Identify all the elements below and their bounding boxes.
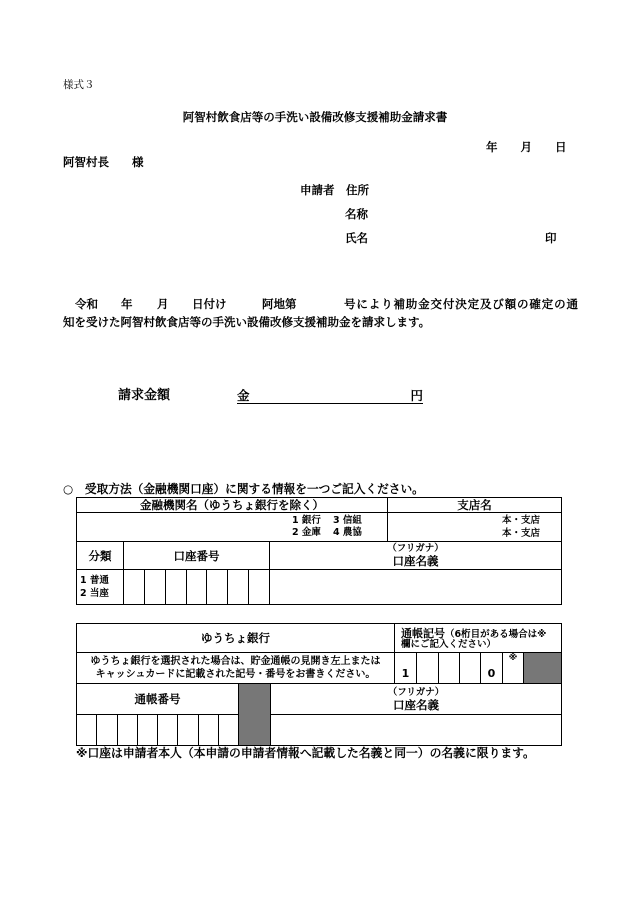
passbook-number-digit-box[interactable] <box>198 714 219 746</box>
receipt-instruction: ○ 受取方法（金融機関口座）に関する情報を一つご記入ください。 <box>63 482 424 496</box>
institution-type-option: 4 農協 <box>333 527 362 538</box>
account-type-option: 2 当座 <box>80 588 109 599</box>
passbook-number-digit-box[interactable] <box>177 714 199 746</box>
passbook-symbol-digit-box[interactable] <box>459 652 481 684</box>
account-number-label: 口座番号 <box>173 548 220 563</box>
yucho-bank-header <box>76 623 395 653</box>
yucho-instruction-line: キャッシュカードに記載された記号・番号をお書きください。 <box>95 669 376 680</box>
passbook-number-digit-box[interactable] <box>137 714 158 746</box>
passbook-symbol-digit-box[interactable] <box>394 652 417 684</box>
passbook-number-label: 通帳番号 <box>134 692 181 706</box>
passbook-symbol-digit-box[interactable] <box>438 652 460 684</box>
month-label: 月 <box>157 297 169 311</box>
institution-type-option: 3 信組 <box>333 515 362 526</box>
account-footnote: ※口座は申請者本人（本申請の申請者情報へ記載した名義と同一）の名義に限ります。 <box>76 746 535 760</box>
account-holder-header-cell <box>269 541 562 570</box>
furigana-label: （フリガナ） <box>387 543 444 554</box>
passbook-symbol-label: 通帳記号 <box>401 627 445 640</box>
passbook-number-digit-box[interactable] <box>76 714 97 746</box>
institution-name-header <box>76 497 388 513</box>
sixth-digit-mark: ※ <box>508 653 518 663</box>
amount-prefix: 金 <box>237 388 250 403</box>
branch-type-cell[interactable] <box>387 512 562 542</box>
date-line: 年 月 日 <box>486 140 567 154</box>
yucho-account-holder-header <box>270 683 562 715</box>
institution-type-option: 2 金庫 <box>292 527 321 538</box>
amount-field[interactable] <box>237 389 423 404</box>
passbook-symbol-last-digit: 0 <box>487 667 496 680</box>
institution-type-cell[interactable] <box>76 512 388 542</box>
branch-name-header-label: 支店名 <box>457 498 492 512</box>
addressee: 阿智村長 様 <box>63 155 144 169</box>
account-category-cell[interactable] <box>76 569 124 605</box>
passbook-symbol-note: （6桁目がある場合は※ <box>445 629 547 640</box>
account-type-option: 1 普通 <box>80 575 109 586</box>
year-label: 年 <box>121 297 133 311</box>
account-holder-field[interactable] <box>269 569 562 605</box>
account-number-digit-box[interactable] <box>144 569 166 605</box>
branch-type-option: 本・支店 <box>501 528 540 539</box>
passbook-symbol-header <box>394 623 562 653</box>
branch-name-header <box>387 497 562 513</box>
amount-label: 請求金額 <box>118 388 171 403</box>
account-number-digit-box[interactable] <box>227 569 249 605</box>
yucho-bank-label: ゆうちょ銀行 <box>201 631 270 645</box>
furigana-label: （フリガナ） <box>387 686 445 698</box>
account-category-header <box>76 541 124 570</box>
request-line1-text: 号により補助金交付決定及び額の確定の通 <box>344 297 578 311</box>
passbook-number-digit-box[interactable] <box>117 714 138 746</box>
applicant-address-label: 申請者 住所 <box>300 183 369 197</box>
sixth-digit-box[interactable] <box>502 652 524 684</box>
seal-mark: 印 <box>545 231 557 245</box>
shaded-cell <box>238 683 271 746</box>
branch-type-option: 本・支店 <box>501 515 540 526</box>
notice-number-prefix: 阿地第 <box>262 297 297 311</box>
passbook-number-digit-box[interactable] <box>157 714 178 746</box>
institution-name-header-label: 金融機関名（ゆうちょ銀行を除く） <box>140 498 324 512</box>
day-label: 日付け <box>192 297 227 311</box>
account-holder-label: 口座名義 <box>393 697 439 712</box>
yucho-account-holder-field[interactable] <box>270 714 562 746</box>
yucho-instruction-cell <box>76 652 395 684</box>
passbook-symbol-first-digit: 1 <box>401 667 410 680</box>
institution-type-option: 1 銀行 <box>292 515 321 526</box>
passbook-number-header <box>76 683 239 715</box>
passbook-number-digit-box[interactable] <box>96 714 118 746</box>
account-category-label: 分類 <box>88 548 112 563</box>
form-title: 阿智村飲食店等の手洗い設備改修支援補助金請求書 <box>182 110 448 124</box>
yucho-instruction-line: ゆうちょ銀行を選択された場合は、貯金通帳の見開き左上または <box>90 656 381 667</box>
passbook-symbol-digit-box[interactable] <box>416 652 439 684</box>
passbook-number-digit-box[interactable] <box>218 714 239 746</box>
account-number-digit-box[interactable] <box>186 569 207 605</box>
shaded-cell <box>523 652 562 684</box>
request-line2-text: 知を受けた阿智村飲食店等の手洗い設備改修支援補助金を請求します。 <box>63 315 431 329</box>
account-number-digit-box[interactable] <box>123 569 145 605</box>
account-number-digit-box[interactable] <box>206 569 228 605</box>
amount-suffix: 円 <box>410 388 423 403</box>
passbook-symbol-note-cont: 欄にご記入ください） <box>401 639 497 650</box>
applicant-person-label: 氏名 <box>345 231 368 245</box>
passbook-symbol-digit-box[interactable] <box>480 652 503 684</box>
account-number-header <box>123 541 270 570</box>
account-holder-label: 口座名義 <box>392 554 439 568</box>
account-number-digit-box[interactable] <box>165 569 187 605</box>
applicant-name-label: 名称 <box>345 207 368 221</box>
form-number: 様式３ <box>63 79 95 91</box>
account-number-digit-box[interactable] <box>248 569 270 605</box>
era-label: 令和 <box>75 297 98 311</box>
